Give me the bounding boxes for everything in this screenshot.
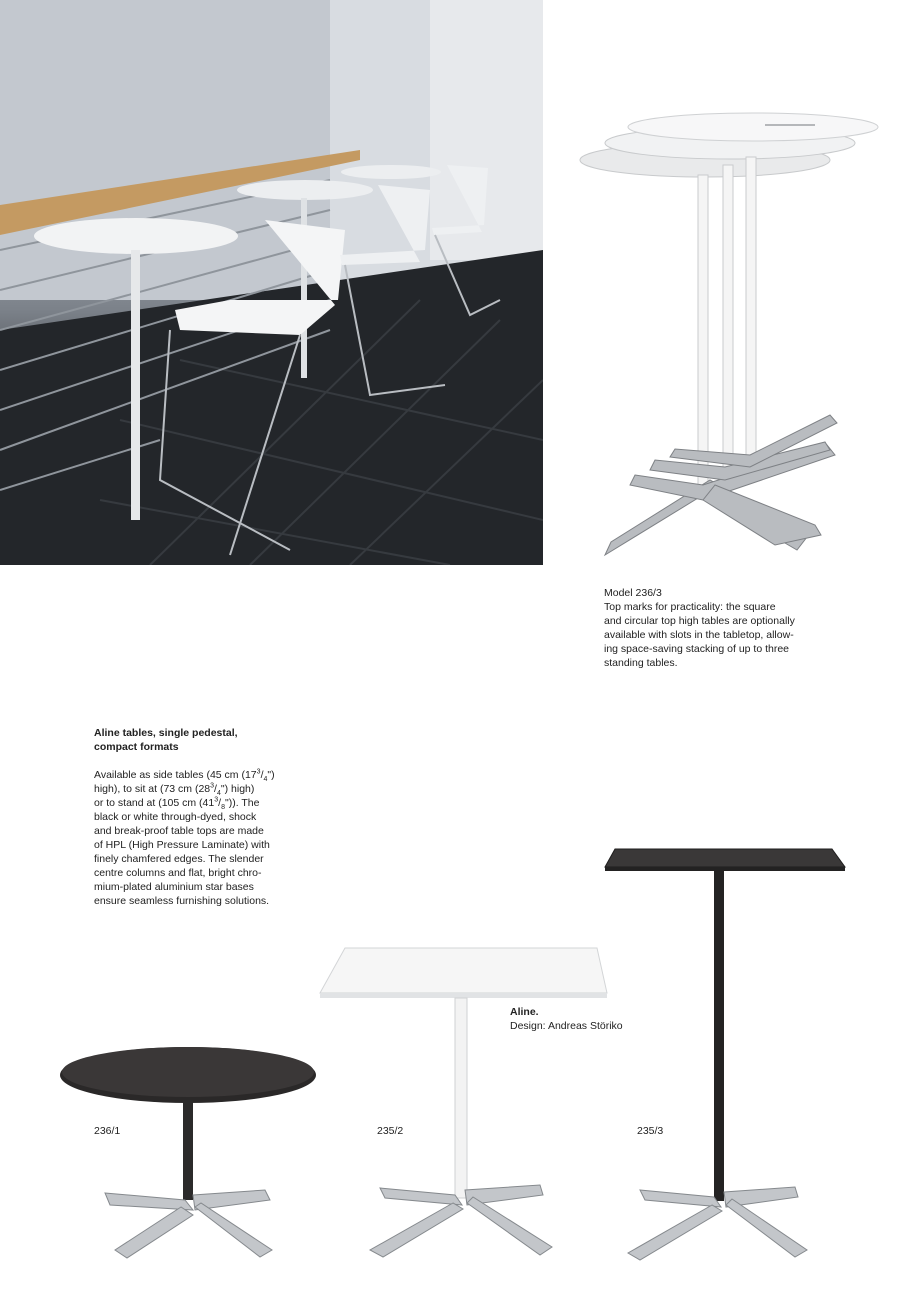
product-label-235-3: 235/3 <box>637 1125 664 1137</box>
section-body-line2: high), to sit at (73 cm $(28^3/_4")$ high) <box>94 782 255 798</box>
model-caption-text: Top marks for practicality: the square and circular top high tables are optionally available with slots in the tabletop, allow- ing space-saving stacking of up to three standing tables. <box>604 601 795 669</box>
section-body-line1: Available as side tables (45 cm $(17^3/_4")$ <box>94 768 275 784</box>
cafe-scene-illustration <box>0 0 543 565</box>
section-body-line3: or to stand at (105 cm $(41^3/_8")$). The <box>94 796 260 812</box>
stacked-tables-image <box>575 105 885 570</box>
section-body-rest: black or white through-dyed, shock and break-proof table tops are made of HPL (High Pressure Laminate) with finely chamfered edges. The slender centre columns and flat, bright chro- mium-plated aluminium star bases ensure seamless furnishing solutions. <box>94 811 270 907</box>
product-label-235-2: 235/2 <box>377 1125 404 1137</box>
table-235-3-image <box>600 845 850 1270</box>
table-236-1-image <box>55 1045 325 1270</box>
cafe-photo <box>0 0 543 565</box>
table-235-2-image <box>315 945 615 1265</box>
product-label-236-1: 236/1 <box>94 1125 121 1137</box>
section-heading-line2: compact formats <box>94 741 179 753</box>
model-caption <box>604 586 834 670</box>
design-name: Aline. <box>510 1006 539 1018</box>
section-heading-line1: Aline tables, single pedestal, <box>94 727 238 739</box>
design-credit-text: Design: Andreas Störiko <box>510 1020 623 1032</box>
section-text <box>94 726 314 908</box>
model-caption-title: Model 236/3 <box>604 587 662 599</box>
